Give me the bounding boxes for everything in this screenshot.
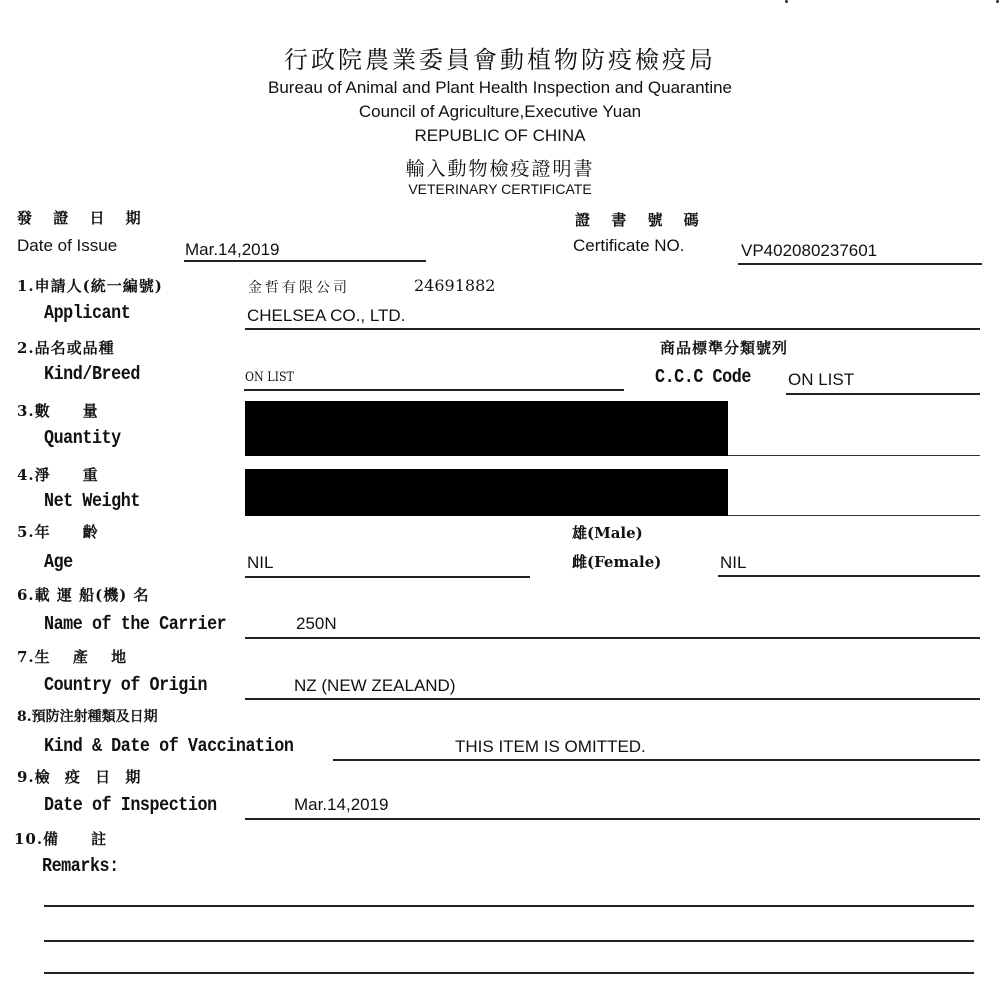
quantity-label-zh: 3.數 量 [17,402,99,420]
quantity-redaction [245,401,728,456]
kind-label-en: Kind/Breed [44,363,140,385]
inspection-label-zh: 9.檢 疫 日 期 [17,768,142,786]
age-label-zh: 5.年 齡 [17,523,99,541]
remarks-line-1 [44,905,974,907]
age-underline [245,576,530,578]
applicant-name-en: CHELSEA CO., LTD. [247,306,406,325]
male-label: 雄(Male) [572,524,643,542]
ccc-label-en: C.C.C Code [655,366,751,388]
doc-title-zh: 輸入動物檢疫證明書 [405,158,595,180]
certificate-number: VP402080237601 [741,241,878,260]
remarks-line-3 [44,972,974,974]
sex-value: NIL [720,553,747,572]
origin-label-en: Country of Origin [44,674,208,696]
agency-name-en: Bureau of Animal and Plant Health Inspection and Quarantine [267,78,733,97]
sex-underline [718,575,980,577]
inspection-underline [245,818,980,820]
kind-value: ON LIST [245,370,294,385]
quantity-underline [728,455,980,456]
quantity-label-en: Quantity [44,427,121,449]
country-name: REPUBLIC OF CHINA [414,126,586,145]
remarks-label-zh: 10.備 註 [14,830,108,848]
issue-date-label-en: Date of Issue [17,236,118,255]
ccc-label-zh: 商品標準分類號列 [660,339,789,357]
kind-label-zh: 2.品名或品種 [17,339,115,357]
applicant-label-zh: 1.申請人(統一編號) [17,277,163,295]
kind-underline [244,389,624,391]
remarks-label-en: Remarks: [42,855,119,877]
inspection-value: Mar.14,2019 [294,795,389,814]
origin-underline [245,698,980,700]
applicant-name-zh: 金哲有限公司 [248,280,350,296]
vaccination-underline [333,759,980,761]
certificate-label-en: Certificate NO. [573,236,685,255]
certificate-label-zh: 證 書 號 碼 [575,211,700,229]
ccc-value: ON LIST [788,370,855,389]
scan-mark [996,0,999,3]
applicant-underline [245,328,980,330]
carrier-value: 250N [296,614,337,633]
remarks-line-2 [44,940,974,942]
net-weight-label-en: Net Weight [44,490,140,512]
carrier-label-en: Name of the Carrier [44,613,227,635]
origin-label-zh: 7.生 產 地 [17,648,128,666]
agency-name-zh: 行政院農業委員會動植物防疫檢疫局 [284,46,716,74]
issue-date-underline [184,260,426,262]
net-weight-redaction [245,469,728,516]
origin-value: NZ (NEW ZEALAND) [294,676,456,695]
age-label-en: Age [44,551,73,573]
council-name-en: Council of Agriculture,Executive Yuan [358,102,642,121]
ccc-underline [786,393,980,395]
issue-date-label-zh: 發 證 日 期 [17,209,142,227]
carrier-label-zh: 6.載 運 船(機) 名 [17,586,150,604]
vaccination-label-zh: 8.預防注射種類及日期 [17,709,158,725]
scan-mark [785,0,788,3]
applicant-label-en: Applicant [44,302,131,324]
issue-date-value: Mar.14,2019 [185,240,280,259]
net-weight-underline [728,515,980,516]
age-value: NIL [247,553,274,572]
doc-title-en: VETERINARY CERTIFICATE [408,181,592,197]
female-label: 雌(Female) [572,553,662,571]
applicant-tax-id: 24691882 [414,276,496,295]
net-weight-label-zh: 4.淨 重 [17,466,99,484]
carrier-underline [245,637,980,639]
vaccination-label-en: Kind & Date of Vaccination [44,735,294,757]
vaccination-value: THIS ITEM IS OMITTED. [455,737,646,756]
certificate-underline [738,263,982,265]
inspection-label-en: Date of Inspection [44,794,217,816]
